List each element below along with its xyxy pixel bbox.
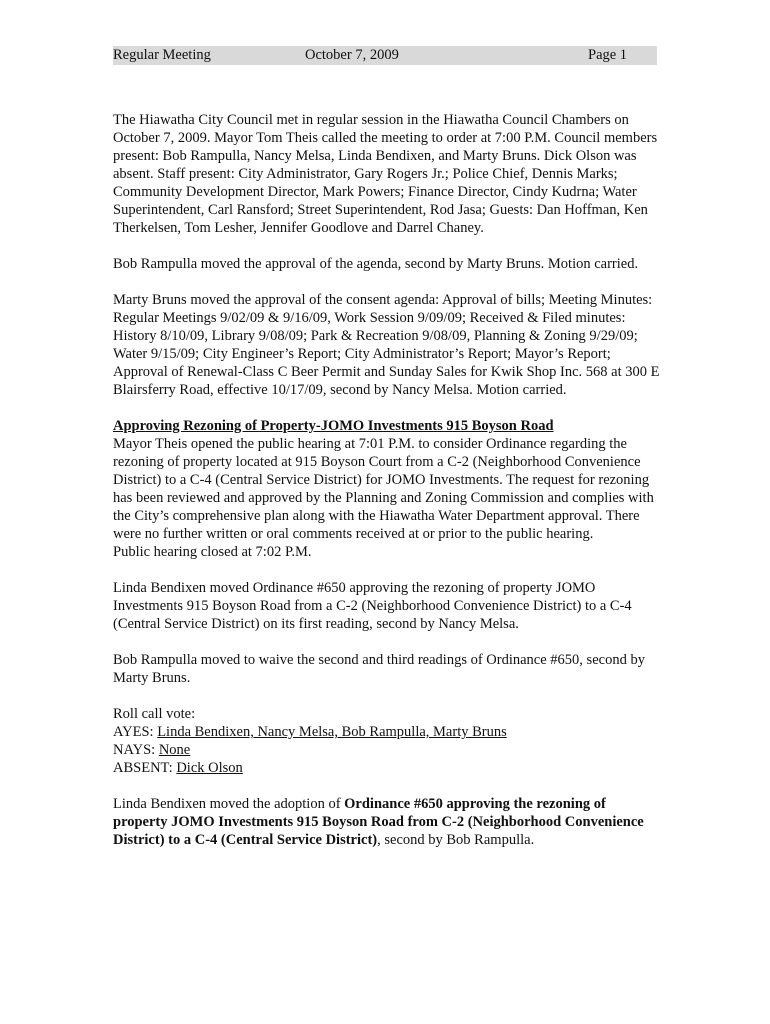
hearing-paragraph: Mayor Theis opened the public hearing at 7:01 P.M. to consider Ordinance regarding the rezoning of property located at 915 Boyson Court from a C-2 (Neighborhood Convenience District) to a C-4 (Central Service District) for JOMO Investments. The request for rezoning has been reviewed and approved by the Planning and Zoning Commission and complies with the City’s comprehensive plan along with the Hiawatha Water Department approval. There were no further written or oral comments received at or prior to the public hearing. <box>113 436 654 542</box>
roll-call-ayes <box>113 723 661 741</box>
hearing-closed-paragraph: Public hearing closed at 7:02 P.M. <box>113 544 312 560</box>
adoption-tail: , second by Bob Rampulla. <box>377 832 535 848</box>
roll-call-title: Roll call vote: <box>113 706 196 722</box>
document-body <box>113 111 661 867</box>
agenda-paragraph: Bob Rampulla moved the approval of the agenda, second by Marty Bruns. Motion carried. <box>113 256 639 272</box>
first-reading-paragraph: Linda Bendixen moved Ordinance #650 approving the rezoning of property JOMO Investments 915 Boyson Road from a C-2 (Neighborhood Convenience District) to a C-4 (Central Service District) on its first reading, second by Nancy Melsa. <box>113 580 632 632</box>
roll-call-nays <box>113 741 661 759</box>
adoption-paragraph <box>113 795 661 849</box>
ayes-label: AYES: <box>113 724 158 740</box>
adoption-ordinance: Ordinance #650 approving the rezoning of property JOMO Investments 915 Boyson Road from C-2 (Neighborhood Convenience District) to a C-4 (Central Service District) <box>113 796 644 848</box>
absent-label: ABSENT: <box>113 760 177 776</box>
ayes-value: Linda Bendixen, Nancy Melsa, Bob Rampulla, Marty Bruns <box>157 724 507 740</box>
consent-paragraph: Marty Bruns moved the approval of the consent agenda: Approval of bills; Meeting Minutes: Regular Meetings 9/02/09 & 9/16/09, Work Session 9/09/09; Received & Filed minutes: History 8/10/09, Library 9/08/09; Park & Recreation 9/08/09, Planning & Zoning 9/29/09; Water 9/15/09; City Engineer’s Report; City Administrator’s Report; Mayor’s Report; Approval of Renewal-Class C Beer Permit and Sunday Sales for Kwik Shop Inc. 568 at 300 E Blairsferry Road, effective 10/17/09, second by Nancy Melsa. Motion carried. <box>113 292 660 398</box>
intro-paragraph: The Hiawatha City Council met in regular session in the Hiawatha Council Chambers on October 7, 2009. Mayor Tom Theis called the meeting to order at 7:00 P.M. Council members present: Bob Rampulla, Nancy Melsa, Linda Bendixen, and Marty Bruns. Dick Olson was absent. Staff present: City Administrator, Gary Rogers Jr.; Police Chief, Dennis Marks; Community Development Director, Mark Powers; Finance Director, Cindy Kudrna; Water Superintendent, Carl Ransford; Street Superintendent, Rod Jasa; Guests: Dan Hoffman, Ken Therkelsen, Tom Lesher, Jennifer Goodlove and Darrel Chaney. <box>113 112 658 236</box>
header-page-number: Page 1 <box>588 47 628 63</box>
header-meeting-type: Regular Meeting <box>113 47 211 63</box>
header-date: October 7, 2009 <box>305 47 399 63</box>
nays-label: NAYS: <box>113 742 159 758</box>
adoption-lead: Linda Bendixen moved the adoption of <box>113 796 345 812</box>
nays-value: None <box>158 742 191 758</box>
roll-call-absent <box>113 759 661 777</box>
waive-paragraph: Bob Rampulla moved to waive the second and third readings of Ordinance #650, second by Marty Bruns. <box>113 652 645 686</box>
section-title: Approving Rezoning of Property-JOMO Investments 915 Boyson Road <box>113 418 554 434</box>
absent-value: Dick Olson <box>176 760 243 776</box>
page-header <box>113 46 657 65</box>
